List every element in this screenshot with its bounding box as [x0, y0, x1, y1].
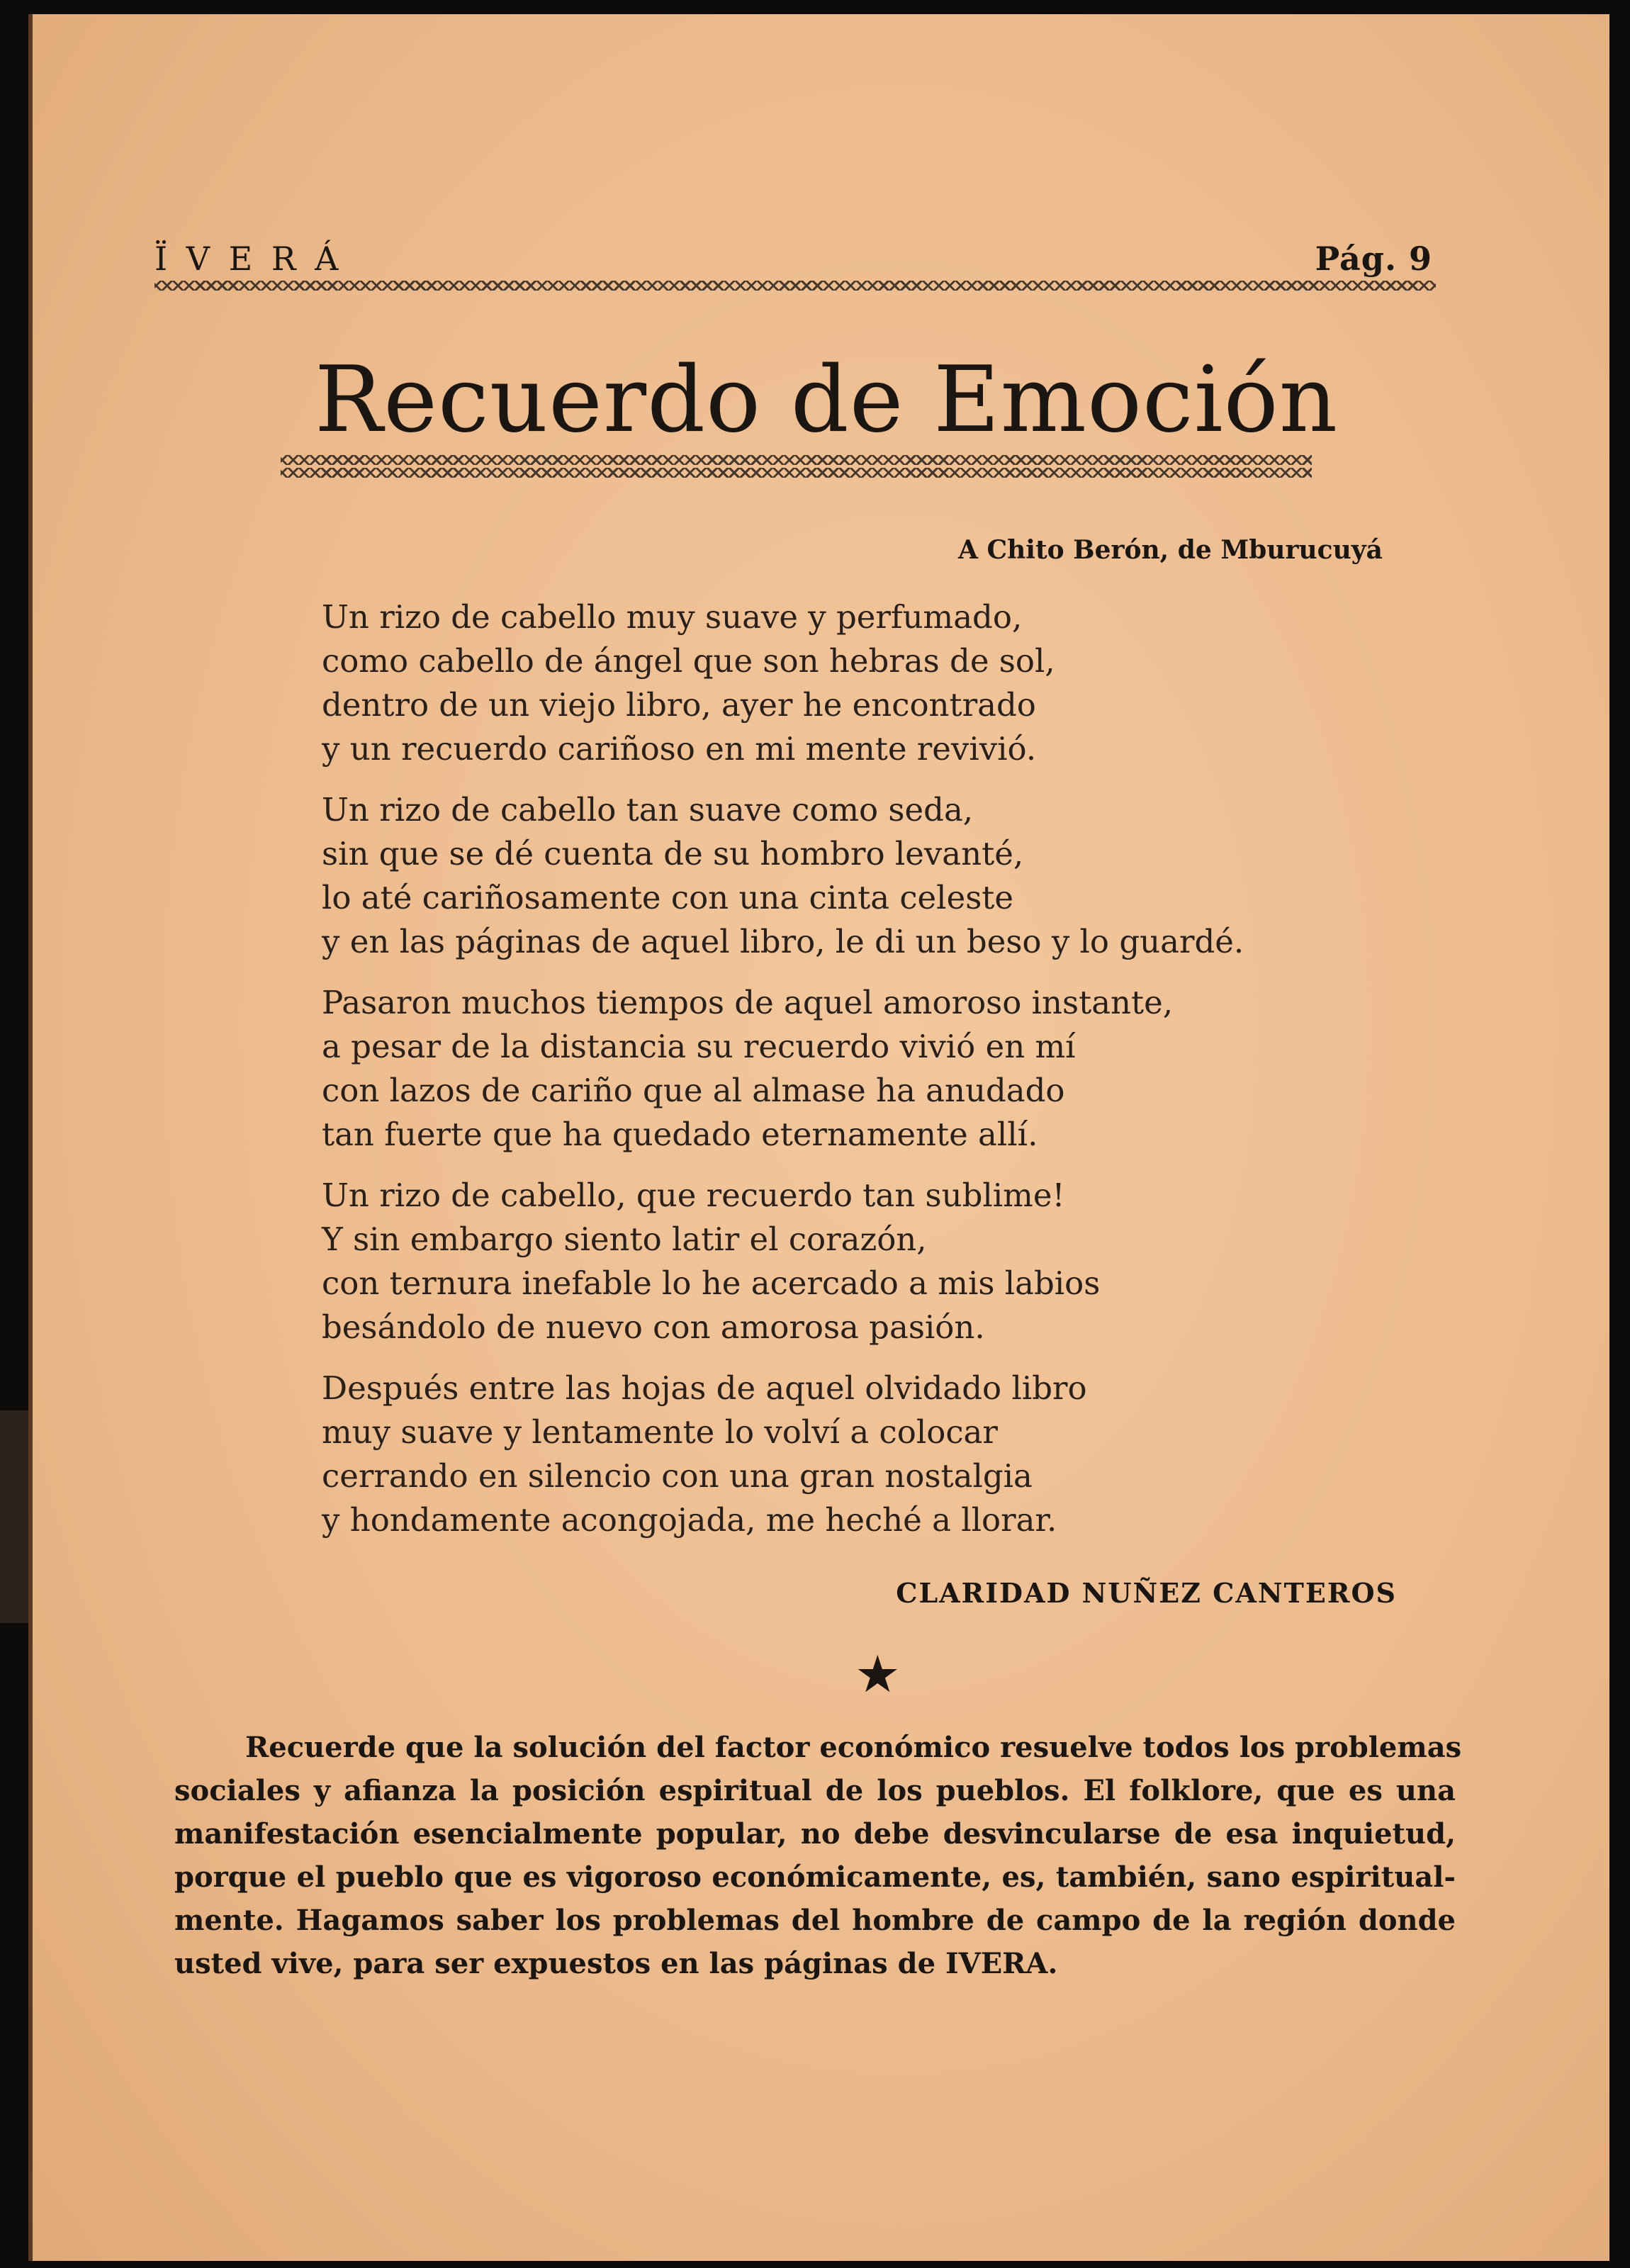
- stanza: [322, 595, 1244, 771]
- poem-body: [322, 595, 1244, 1559]
- poem-line: Después entre las hojas de aquel olvidado libro: [322, 1369, 1087, 1407]
- poem-line: Un rizo de cabello muy suave y perfumado,: [322, 598, 1023, 636]
- poem-line: tan fuerte que ha quedado eternamente allí.: [322, 1116, 1038, 1153]
- author-signature: CLARIDAD NUÑEZ CANTEROS: [896, 1577, 1397, 1609]
- poem-line: como cabello de ángel que son hebras de sol,: [322, 642, 1055, 680]
- stanza: [322, 1174, 1244, 1349]
- title-rule: [281, 468, 1312, 478]
- poem-line: a pesar de la distancia su recuerdo vivió en mí: [322, 1028, 1076, 1065]
- dedication: A Chito Berón, de Mburucuyá: [958, 535, 1383, 565]
- notice-paragraph: [174, 1726, 1462, 1985]
- poem-line: y un recuerdo cariñoso en mi mente revivió.: [322, 730, 1037, 768]
- page-number: Pág. 9: [1315, 240, 1432, 278]
- poem-line: besándolo de nuevo con amorosa pasión.: [322, 1308, 985, 1346]
- star-icon: ★: [855, 1644, 901, 1704]
- paragraph-line: usted vive, para ser expuestos en las páginas de IVERA.: [174, 1947, 1058, 1980]
- stanza: [322, 981, 1244, 1157]
- poem-line: y hondamente acongojada, me heché a llorar.: [322, 1501, 1057, 1539]
- poem-line: con ternura inefable lo he acercado a mis labios: [322, 1264, 1101, 1302]
- title-rule: [281, 455, 1312, 465]
- poem-line: Y sin embargo siento latir el corazón,: [322, 1220, 927, 1258]
- poem-title: Recuerdo de Emoción: [314, 347, 1339, 453]
- poem-line: lo até cariñosamente con una cinta celeste: [322, 879, 1014, 916]
- poem-line: Pasaron muchos tiempos de aquel amoroso instante,: [322, 984, 1174, 1021]
- poem-line: con lazos de cariño que al almase ha anudado: [322, 1072, 1065, 1109]
- poem-line: y en las páginas de aquel libro, le di un beso y lo guardé.: [322, 923, 1244, 960]
- magazine-page: [28, 14, 1609, 2261]
- paragraph-line: manifestación esencialmente popular, no debe desvincularse de esa inquietud,: [174, 1817, 1456, 1851]
- stanza: [322, 1366, 1244, 1542]
- poem-line: cerrando en silencio con una gran nostalgia: [322, 1457, 1033, 1495]
- poem-line: Un rizo de cabello tan suave como seda,: [322, 791, 974, 829]
- poem-line: sin que se dé cuenta de su hombro levanté,: [322, 835, 1024, 872]
- poem-line: muy suave y lentamente lo volví a colocar: [322, 1413, 998, 1451]
- paragraph-line: mente. Hagamos saber los problemas del hombre de campo de la región donde: [174, 1904, 1456, 1937]
- paragraph-line: Recuerde que la solución del factor económico resuelve todos los problemas: [245, 1731, 1462, 1764]
- magazine-name: Ï V E R Á: [154, 240, 343, 278]
- stanza: [322, 788, 1244, 964]
- book-binding: [0, 1410, 28, 1623]
- paragraph-line: porque el pueblo que es vigoroso económicamente, es, también, sano espiritual-: [174, 1860, 1456, 1894]
- poem-line: Un rizo de cabello, que recuerdo tan sublime!: [322, 1177, 1065, 1214]
- header-rule: [154, 281, 1436, 291]
- poem-line: dentro de un viejo libro, ayer he encontrado: [322, 686, 1036, 724]
- paragraph-line: sociales y afianza la posición espiritual de los pueblos. El folklore, que es una: [174, 1774, 1456, 1807]
